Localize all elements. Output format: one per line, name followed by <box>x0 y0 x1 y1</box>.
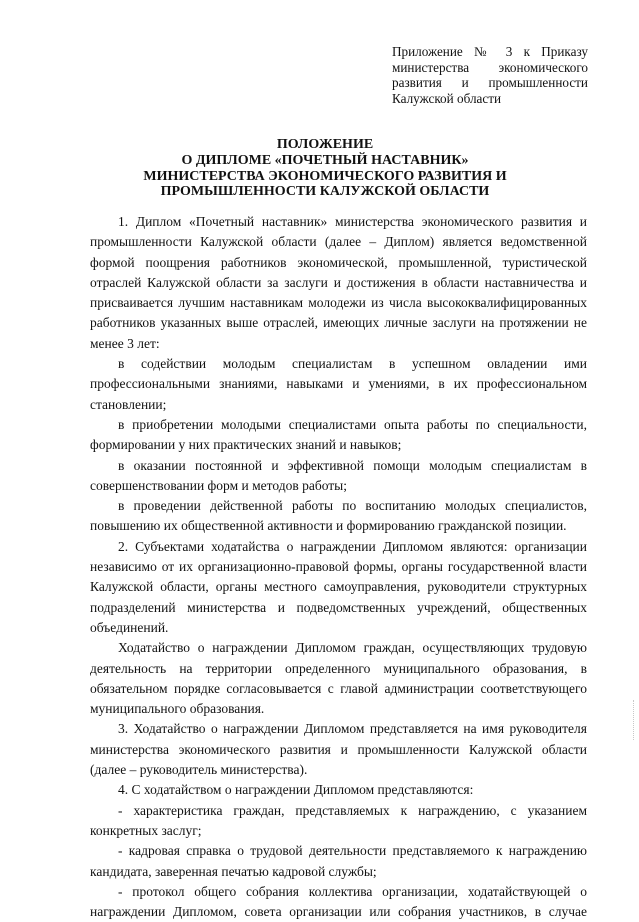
paragraph-hr-certificate <box>90 841 587 882</box>
text-line: Ходатайство о награждении Дипломом граждан, осуществляющих трудовую <box>118 640 587 656</box>
text-line: в оказании постоянной и эффективной помощи молодым специалистам в <box>118 457 587 473</box>
text-line: конкретных заслуг; <box>90 822 202 838</box>
text-line: - характеристика граждан, представляемых к награждению, с указанием <box>118 802 587 818</box>
text-line: независимо от их организационно-правовой формы, органы государственной власти <box>90 559 587 575</box>
paragraph-2 <box>90 537 587 638</box>
text-line: подразделений министерства и подведомственных учреждений, общественных <box>90 599 587 615</box>
paragraph-4 <box>90 780 587 800</box>
scan-margin-mark <box>633 700 636 740</box>
title-line: ПРОМЫШЛЕННОСТИ КАЛУЖСКОЙ ОБЛАСТИ <box>160 184 490 200</box>
paragraph-assistance <box>90 456 587 497</box>
text-line: в проведении действенной работы по воспитанию молодых специалистов, <box>118 498 587 514</box>
text-line: работников указанных выше отраслей, имеющих личные заслуги на протяжении не <box>90 315 587 331</box>
text-line: награждении Дипломом, совета организации или собрания участников, в случае <box>90 904 587 920</box>
text-line: менее 3 лет: <box>90 335 160 351</box>
annex-line: Калужской области <box>392 90 502 106</box>
text-line: кандидата, заверенная печатью кадровой службы; <box>90 863 377 879</box>
text-line: 3. Ходатайство о награждении Дипломом представляется на имя руководителя <box>118 721 587 737</box>
title-line: МИНИСТЕРСТВА ЭКОНОМИЧЕСКОГО РАЗВИТИЯ И <box>143 168 507 184</box>
text-line: в содействии молодым специалистам в успешном овладении ими <box>118 356 587 372</box>
text-line: Калужской области, органы местного самоуправления, руководители структурных <box>90 579 587 595</box>
paragraph-support <box>90 354 587 415</box>
title-line: О ДИПЛОМЕ «ПОЧЕТНЫЙ НАСТАВНИК» <box>181 152 469 168</box>
annex-line: министерства экономического <box>392 59 588 75</box>
paragraph-3 <box>90 719 587 780</box>
title-line: ПОЛОЖЕНИЕ <box>276 137 374 152</box>
text-line: 1. Диплом «Почетный наставник» министерства экономического развития и <box>118 214 587 229</box>
paragraph-characteristic <box>90 801 587 842</box>
paragraph-education <box>90 496 587 537</box>
text-line: профессиональными знаниями, навыками и умениями, в их профессиональном <box>90 376 587 392</box>
text-line: 4. С ходатайством о награждении Дипломом представляются: <box>118 782 474 798</box>
text-line: объединений. <box>90 619 169 635</box>
paragraph-municipal <box>90 638 587 719</box>
text-line: в приобретении молодыми специалистами опыта работы по специальности, <box>118 416 587 432</box>
text-line: министерства экономического развития и промышленности Калужской области <box>90 741 587 757</box>
annex-line: Приложение № 3 к Приказу <box>392 44 588 59</box>
text-line: промышленности Калужской области (далее – Диплом) является ведомственной <box>90 234 587 250</box>
paragraph-experience <box>90 415 587 456</box>
text-line: обязательном порядке согласовывается с главой администрации соответствующего <box>90 680 587 696</box>
text-line: - кадровая справка о трудовой деятельности представляемого к награждению <box>118 843 587 859</box>
text-line: присваивается лучшим наставникам молодежи из числа высококвалифицированных <box>90 295 587 311</box>
document-title <box>90 137 560 200</box>
paragraph-protocol <box>90 882 587 922</box>
annex-reference <box>392 44 588 106</box>
text-line: деятельность на территории определенного муниципального образования, в <box>90 660 587 676</box>
text-line: муниципального образования. <box>90 701 265 717</box>
text-line: формой поощрения работников экономической, промышленной, туристической <box>90 254 587 270</box>
text-line: (далее – руководитель министерства). <box>90 762 308 778</box>
text-line: становлении; <box>90 396 167 412</box>
paragraph-1 <box>90 212 587 354</box>
text-line: повышению их общественной активности и формированию гражданской позиции. <box>90 518 567 534</box>
text-line: отраслей Калужской области за заслуги и достижения в области наставничества и <box>90 274 587 290</box>
text-line: 2. Субъектами ходатайства о награждении Дипломом являются: организации <box>118 538 587 554</box>
document-body <box>90 212 587 922</box>
text-line: формировании у них практических знаний и навыков; <box>90 437 402 453</box>
text-line: совершенствовании форм и методов работы; <box>90 477 348 493</box>
annex-line: развития и промышленности <box>392 75 588 91</box>
text-line: - протокол общего собрания коллектива организации, ходатайствующей о <box>118 883 587 899</box>
